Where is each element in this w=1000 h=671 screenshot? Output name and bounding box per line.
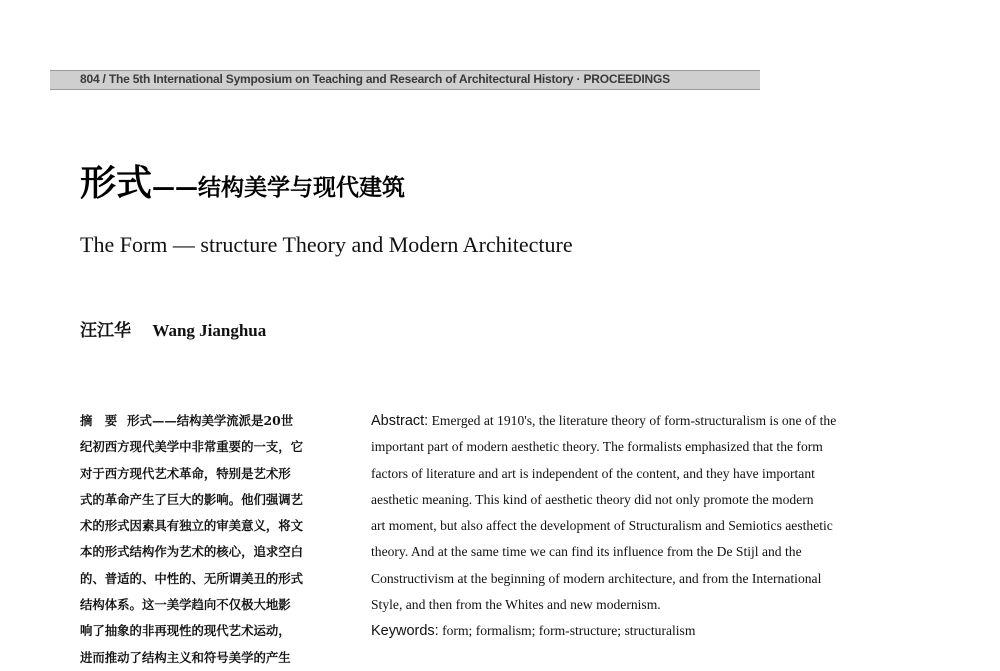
abstract-chinese-line: 进而推动了结构主义和符号美学的产生 (80, 649, 291, 665)
keywords-line (371, 618, 926, 644)
abstract-english-line: factors of literature and art is independent of the content, and they have important (371, 465, 815, 481)
author-name-chinese: 汪江华 (80, 321, 131, 341)
abstract-chinese (80, 408, 340, 671)
title-chinese-rest: ——结构美学与现代建筑 (152, 175, 406, 201)
abstract-english-line: Constructivism at the beginning of modern architecture, and from the International (371, 570, 822, 586)
abstract-chinese-line: 的、普适的、中性的、无所谓美丑的形式 (80, 570, 304, 586)
abstract-chinese-line: 摘 要 形式——结构美学流派是20世 (80, 413, 294, 428)
author-name-english: Wang Jianghua (152, 321, 267, 340)
author-line (80, 316, 266, 341)
abstract-english-line: aesthetic meaning. This kind of aesthetic theory did not only promote the modern (371, 491, 814, 507)
running-header-text: 804 / The 5th International Symposium on Teaching and Research of Architectural History · PROCEEDINGS (80, 72, 670, 86)
abstract-chinese-line: 结构体系。这一美学趋向不仅极大地影 (80, 597, 291, 613)
abstract-english-line: art moment, but also affect the development of Structuralism and Semiotics aesthetic (371, 518, 833, 534)
abstract-english-label: Abstract: (371, 413, 429, 429)
abstract-chinese-line: 式的革命产生了巨大的影响。他们强调艺 (80, 491, 304, 507)
abstract-english-line: Style, and then from the Whites and new modernism. (371, 597, 661, 613)
abstract-english-line: important part of modern aesthetic theory. The formalists emphasized that the form (371, 439, 823, 455)
abstract-chinese-line: 响了抽象的非再现性的现代艺术运动， (80, 623, 291, 639)
title-english: The Form — structure Theory and Modern Architecture (80, 232, 573, 257)
abstract-chinese-label: 摘 要 (80, 413, 118, 428)
title-chinese (80, 163, 406, 204)
title-chinese-lead: 形式 (80, 163, 153, 204)
abstract-english-line: Abstract: Emerged at 1910's, the literature theory of form-structuralism is one of the (371, 413, 837, 429)
abstract-chinese-line: 纪初西方现代美学中非常重要的一支，它 (80, 439, 304, 455)
keywords-text: form; formalism; form-structure; structuralism (442, 623, 696, 638)
keywords-label: Keywords: (371, 623, 439, 639)
abstract-chinese-line: 对于西方现代艺术革命，特别是艺术形 (80, 465, 291, 481)
abstract-english (371, 408, 926, 618)
abstract-chinese-line: 本的形式结构作为艺术的核心，追求空白 (80, 544, 304, 560)
abstract-english-line: theory. And at the same time we can find its influence from the De Stijl and the (371, 544, 802, 560)
running-header (50, 70, 760, 90)
abstract-chinese-line: 术的形式因素具有独立的审美意义，将文 (80, 518, 304, 534)
